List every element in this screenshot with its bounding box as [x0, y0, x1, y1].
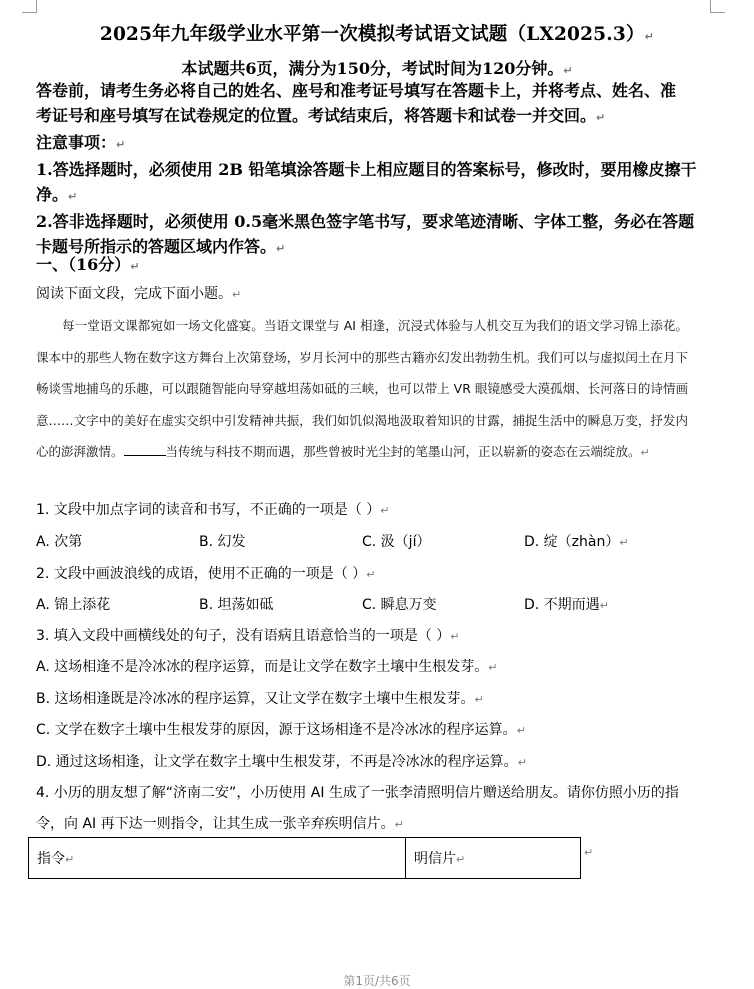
- page-footer: 第1页/共6页: [343, 974, 411, 988]
- exam-title: 2025年九年级学业水平第一次模拟考试语文试题（LX2025.3）↵: [99, 24, 655, 45]
- paragraph-mark: ↵: [474, 693, 484, 706]
- paragraph-mark: ↵: [450, 630, 460, 643]
- paragraph-mark: ↵: [68, 190, 78, 203]
- exam-subtitle: 本试题共6页，满分为150分，考试时间为120分钟。↵: [181, 59, 573, 78]
- section-heading: 一、（16分）↵: [36, 255, 140, 274]
- reading-passage: [36, 310, 688, 469]
- q1-option-a: A. 次第: [36, 534, 83, 550]
- question-2: 2. 文段中画波浪线的成语，使用不正确的一项是（ ）↵: [36, 566, 376, 582]
- reading-instruction: 阅读下面文段，完成下面小题。↵: [36, 286, 242, 302]
- intro-line: 考证号和座号填写在试卷规定的位置。考试结束后，将答题卡和试卷一并交回。↵: [36, 106, 606, 125]
- question-3: 3. 填入文段中画横线处的句子，没有语病且语意恰当的一项是（ ）↵: [36, 628, 460, 644]
- paragraph-mark: ↵: [644, 30, 655, 43]
- question-4-cont: 令，向 AI 再下达一则指令，让其生成一张辛弃疾明信片。↵: [36, 816, 404, 832]
- page-corner-mark-left: [22, 0, 37, 13]
- instruction-cell[interactable]: 指令↵: [29, 838, 406, 879]
- q2-option-b: B. 坦荡如砥: [199, 597, 274, 613]
- q3-option-c: C. 文学在数字土壤中生根发芽的原因，源于这场相逢不是冷冰冰的程序运算。↵: [36, 722, 526, 738]
- page-corner-mark-right: [710, 0, 725, 13]
- paragraph-mark: ↵: [596, 111, 606, 124]
- note-line: 1.答选择题时，必须使用 2B 铅笔填涂答题卡上相应题目的答案标号，修改时，要用橡皮擦干: [36, 160, 697, 179]
- question-1: 1. 文段中加点字词的读音和书写，不正确的一项是（ ）↵: [36, 502, 390, 518]
- answer-table: [28, 837, 581, 879]
- paragraph-mark: ↵: [516, 724, 526, 737]
- table-row: [29, 838, 581, 879]
- postcard-cell[interactable]: 明信片↵: [406, 838, 581, 879]
- note-line: 2.答非选择题时，必须使用 0.5毫米黑色签字笔书写，要求笔迹清晰、字体工整，务必在答题: [36, 212, 695, 231]
- q1-option-b: B. 幻发: [199, 534, 246, 550]
- instructions-intro: [36, 78, 726, 261]
- paragraph-mark: ↵: [517, 756, 527, 769]
- q3-option-d: D. 通过这场相逢，让文学在数字土壤中生根发芽，不再是冷冰冰的程序运算。↵: [36, 754, 527, 770]
- q3-option-a: A. 这场相逢不是冷冰冰的程序运算，而是让文学在数字土壤中生根发芽。↵: [36, 659, 498, 675]
- passage-text: 每一堂语文课都宛如一场文化盛宴。当语文课堂与 AI 相逢，沉浸式体验与人机交互为我们的语文学习锦上添花。课本中的那些人物在数字这方舞台上次第登场，岁月长河中的那些古籍亦幻发出勃勃生机。我们可以与虚拟闰土在月下畅谈雪地捕鸟的乐趣，可以跟随智能向导穿越坦荡如砥的三峡，也可以带上 VR 眼镜感受大漠孤烟、长河落日的诗情画意……文字中的美好在虚实交织中引发精神共振，我们如饥似渴地汲取着知识的甘露，捕捉生活中的瞬息万变，抒发内心的澎湃激情。: [36, 318, 688, 460]
- paragraph-mark: ↵: [380, 504, 390, 517]
- paragraph-mark: ↵: [232, 288, 242, 301]
- q1-option-c: C. 汲（jí）: [362, 534, 431, 550]
- paragraph-mark: ↵: [276, 242, 286, 255]
- paragraph-mark: ↵: [394, 818, 404, 831]
- note-line: 卡题号所指示的答题区域内作答。↵: [36, 237, 286, 256]
- paragraph-mark: ↵: [130, 260, 140, 273]
- paragraph-mark: ↵: [116, 138, 126, 151]
- intro-line: 答卷前，请考生务必将自己的姓名、座号和准考证号填写在答题卡上，并将考点、姓名、准: [36, 81, 677, 100]
- paragraph-mark: ↵: [599, 599, 609, 612]
- q1-option-d: D. 绽（zhàn）↵: [524, 534, 629, 550]
- paragraph-mark: ↵: [619, 536, 629, 549]
- notes-heading: 注意事项：↵: [36, 133, 126, 152]
- fill-blank-line: [124, 443, 166, 456]
- paragraph-mark: ↵: [456, 853, 466, 866]
- paragraph-mark: ↵: [65, 853, 75, 866]
- q3-option-b: B. 这场相逢既是冷冰冰的程序运算，又让文学在数字土壤中生根发芽。↵: [36, 691, 484, 707]
- q2-option-a: A. 锦上添花: [36, 597, 111, 613]
- paragraph-mark: ↵: [640, 446, 650, 460]
- paragraph-mark: ↵: [488, 661, 498, 674]
- table-end-mark: ↵: [584, 846, 594, 859]
- question-4: 4. 小历的朋友想了解“济南二安”，小历使用 AI 生成了一张李清照明信片赠送给朋友。请你仿照小历的指: [36, 785, 679, 801]
- q2-option-c: C. 瞬息万变: [362, 597, 437, 613]
- q2-option-d: D. 不期而遇↵: [524, 597, 609, 613]
- paragraph-mark: ↵: [563, 64, 573, 77]
- paragraph-mark: ↵: [366, 568, 376, 581]
- note-line: 净。↵: [36, 185, 78, 204]
- passage-text: 当传统与科技不期而遇，那些曾被时光尘封的笔墨山河，正以崭新的姿态在云端绽放。: [165, 444, 641, 460]
